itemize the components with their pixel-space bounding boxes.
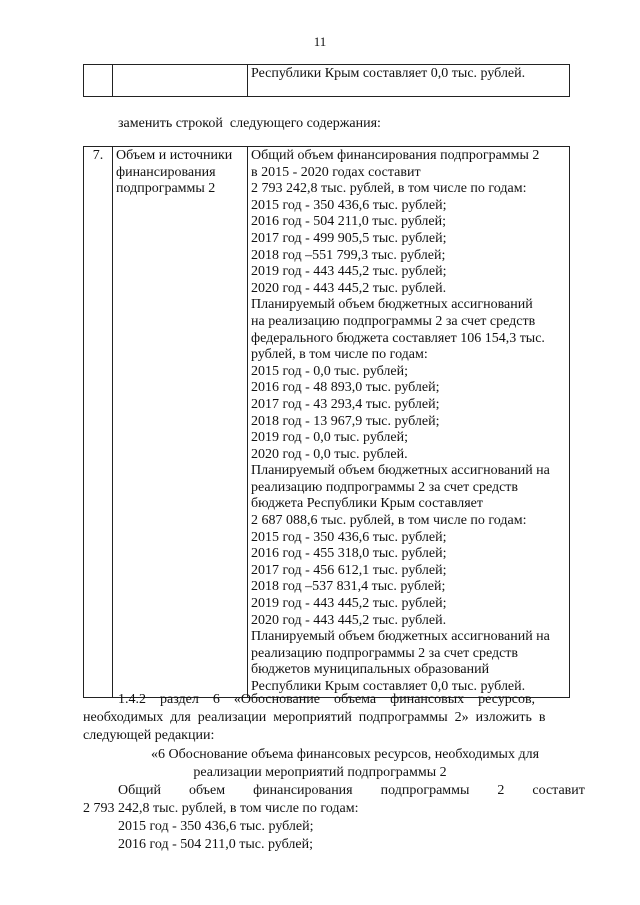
content-line: 2019 год - 443 445,2 тыс. рублей; [251, 264, 447, 280]
content-line: 2016 год - 504 211,0 тыс. рублей; [251, 214, 446, 230]
page-number: 11 [313, 34, 327, 49]
content-line: 2020 год - 443 445,2 тыс. рублей. [251, 612, 447, 628]
content-line: 2019 год - 443 445,2 тыс. рублей; [251, 596, 447, 612]
content-line: реализацию подпрограммы 2 за счет средств [251, 479, 519, 495]
content-line: 2015 год - 350 436,6 тыс. рублей; [251, 197, 447, 213]
total-financing-line-1: Общий объем финансирования подпрограммы 2 составит [118, 783, 585, 798]
section-heading-line-1: «6 Обоснование объема финансовых ресурсов, необходимых для [150, 747, 540, 762]
section-heading-line-2: реализации мероприятий подпрограммы 2 [193, 765, 447, 780]
content-line: Планируемый объем бюджетных ассигнований на [251, 463, 550, 479]
year-2016-line: 2016 год - 504 211,0 тыс. рублей; [118, 837, 313, 852]
content-line: Общий объем финансирования подпрограммы 2 [251, 148, 540, 163]
content-line: 2016 год - 455 318,0 тыс. рублей; [251, 546, 447, 562]
content-line: 2019 год - 0,0 тыс. рублей; [251, 430, 409, 446]
content-line: 2020 год - 443 445,2 тыс. рублей. [251, 280, 447, 296]
content-line: 2018 год –551 799,3 тыс. рублей; [251, 247, 446, 263]
content-line: 2017 год - 456 612,1 тыс. рублей; [251, 562, 447, 578]
total-financing-line-2: 2 793 242,8 тыс. рублей, в том числе по годам: [83, 801, 359, 816]
table-cell-name [113, 65, 248, 97]
row-name-line: Объем и источники [116, 148, 233, 163]
row-name-line: подпрограммы 2 [116, 181, 216, 197]
content-line: 2018 год - 13 967,9 тыс. рублей; [251, 413, 440, 429]
content-line: рублей, в том числе по годам: [251, 347, 428, 363]
top-table [83, 64, 570, 97]
content-line: в 2015 - 2020 годах составит [251, 164, 421, 180]
row-name [113, 147, 248, 698]
row-name-line: финансирования [116, 164, 216, 180]
content-line: 2017 год - 499 905,5 тыс. рублей; [251, 230, 447, 246]
table-cell-content: Республики Крым составляет 0,0 тыс. рублей. [248, 65, 570, 97]
section-1-4-2-line-1: 1.4.2 раздел 6 «Обоснование объема финансовых ресурсов, [118, 692, 536, 707]
section-1-4-2-line-2: необходимых для реализации мероприятий подпрограммы 2» изложить в [83, 710, 546, 725]
content-line: 2016 год - 48 893,0 тыс. рублей; [251, 380, 440, 396]
row-content [248, 147, 570, 698]
content-line: Планируемый объем бюджетных ассигнований [251, 297, 533, 313]
content-line: 2017 год - 43 293,4 тыс. рублей; [251, 396, 440, 412]
content-line: Республики Крым составляет 0,0 тыс. рублей. [251, 679, 526, 694]
table-row [84, 65, 570, 97]
content-line: 2015 год - 0,0 тыс. рублей; [251, 363, 409, 379]
content-line: бюджетов муниципальных образований [251, 662, 490, 678]
content-line: 2020 год - 0,0 тыс. рублей. [251, 446, 408, 462]
table-row [84, 147, 570, 698]
content-line: 2 793 242,8 тыс. рублей, в том числе по годам: [251, 181, 527, 197]
content-line: федерального бюджета составляет 106 154,3 тыс. [251, 330, 545, 346]
main-table [83, 146, 570, 698]
table-cell-number [84, 65, 113, 97]
content-line: на реализацию подпрограммы 2 за счет средств [251, 313, 536, 329]
year-2015-line: 2015 год - 350 436,6 тыс. рублей; [118, 819, 314, 834]
content-line: 2015 год - 350 436,6 тыс. рублей; [251, 529, 447, 545]
replace-intro: заменить строкой следующего содержания: [118, 116, 381, 131]
content-line: Планируемый объем бюджетных ассигнований на [251, 629, 550, 645]
row-number: 7. [84, 147, 113, 698]
content-line: реализацию подпрограммы 2 за счет средств [251, 645, 519, 661]
content-line: 2 687 088,6 тыс. рублей, в том числе по годам: [251, 513, 527, 529]
section-1-4-2-line-3: следующей редакции: [83, 728, 215, 743]
content-line: бюджета Республики Крым составляет [251, 496, 483, 512]
content-line: 2018 год –537 831,4 тыс. рублей; [251, 579, 446, 595]
